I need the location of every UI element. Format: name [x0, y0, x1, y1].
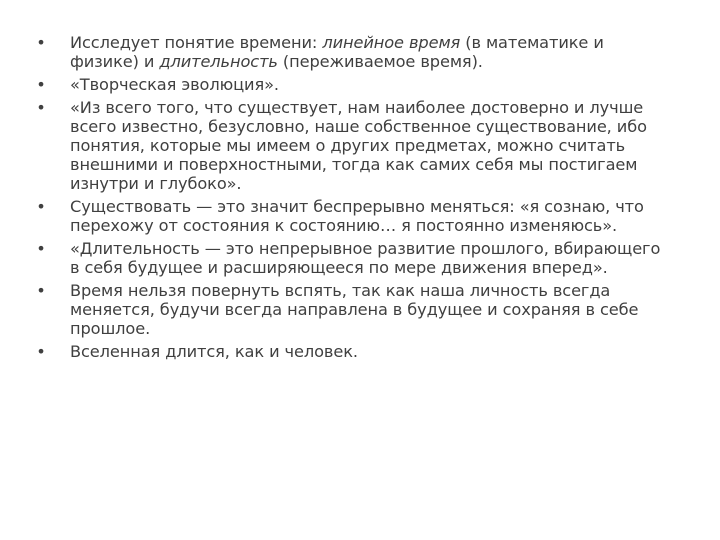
text-segment: Вселенная длится, как и человек. [70, 342, 358, 362]
bullet-item [34, 281, 674, 339]
bullet-item [34, 342, 674, 361]
bullet-icon: • [36, 197, 46, 217]
bullet-item [34, 98, 674, 194]
bullet-text [70, 33, 604, 71]
text-segment: «Длительность — это непрерывное развитие прошлого, вбирающего в себя будущее и расширяющееся по мере движения вперед». [70, 239, 661, 278]
bullet-text [70, 98, 647, 194]
bullet-item [34, 197, 674, 235]
text-segment: Существовать — это значит беспрерывно меняться: «я сознаю, что перехожу от состояния к состоянию… я постоянно изменяюсь». [70, 197, 644, 236]
bullet-text [70, 342, 358, 361]
text-segment: «Из всего того, что существует, нам наиболее достоверно и лучше всего известно, безусловно, наше собственное существование, ибо понятия, которые мы имеем о других предметах, можно считать внешними и поверхностными, тогда как самих себя мы постигаем изнутри и глубоко». [70, 97, 647, 194]
bullet-text [70, 197, 644, 235]
text-segment: «Творческая эволюция». [70, 74, 279, 94]
text-segment: Исследует понятие времени: [70, 33, 323, 52]
text-segment: (переживаемое время). [277, 52, 483, 72]
bullet-icon: • [36, 33, 46, 52]
text-segment: Время нельзя повернуть вспять, так как наша личность всегда меняется, будучи всегда направлена в будущее и сохраняя в себе прошлое. [70, 280, 639, 339]
bullet-text [70, 75, 279, 94]
italic-term: линейное время [322, 33, 461, 52]
bullet-text [70, 281, 638, 338]
bullet-icon: • [36, 239, 46, 259]
bullet-icon: • [36, 280, 46, 300]
text-segment: (в математике и физике) и [70, 33, 604, 72]
bullet-icon: • [36, 97, 46, 117]
bullet-list [34, 33, 674, 365]
bullet-text [70, 239, 660, 277]
bullet-item [34, 239, 674, 277]
bullet-icon: • [36, 342, 46, 362]
italic-term: длительность [159, 52, 278, 72]
bullet-item [34, 33, 674, 71]
bullet-item [34, 75, 674, 94]
bullet-icon: • [36, 74, 46, 94]
